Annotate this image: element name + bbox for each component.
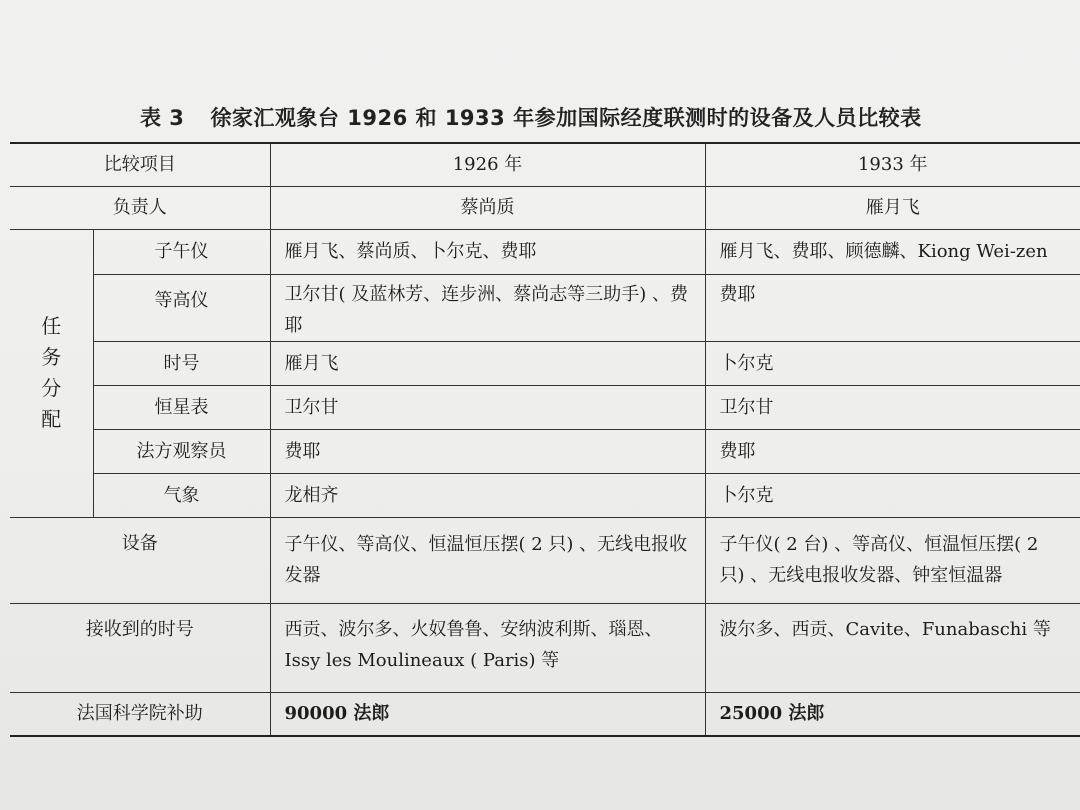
header-item-cell: 比较项目 <box>10 143 270 186</box>
subsidy-1933: 25000 法郎 <box>705 692 1080 736</box>
task-label: 气象 <box>93 473 270 517</box>
task-1926: 雁月飞 <box>270 341 705 385</box>
task-1933: 费耶 <box>705 429 1080 473</box>
task-1926: 卫尔甘 <box>270 385 705 429</box>
table-number: 表 3 <box>140 106 185 130</box>
task-group-char: 配 <box>41 407 62 431</box>
equipment-row <box>10 517 1080 603</box>
leader-1933: 雁月飞 <box>705 186 1080 229</box>
task-row-star-catalog <box>10 385 1080 429</box>
leader-row <box>10 186 1080 229</box>
task-row-meteorology <box>10 473 1080 517</box>
task-1933: 卜尔克 <box>705 473 1080 517</box>
header-1933-cell: 1933 年 <box>705 143 1080 186</box>
equipment-label: 设备 <box>10 517 270 603</box>
task-1933: 费耶 <box>705 274 1080 341</box>
task-label: 等高仪 <box>93 274 270 341</box>
equipment-1933: 子午仪( 2 台) 、等高仪、恒温恒压摆( 2 只) 、无线电报收发器、钟室恒温器 <box>705 517 1080 603</box>
subsidy-label: 法国科学院补助 <box>10 692 270 736</box>
comparison-table <box>10 142 1080 737</box>
task-1926: 卫尔甘( 及蓝林芳、连步洲、蔡尚志等三助手) 、费耶 <box>270 274 705 341</box>
header-row <box>10 143 1080 186</box>
task-label: 恒星表 <box>93 385 270 429</box>
task-1933: 雁月飞、费耶、顾德麟、Kiong Wei-zen <box>705 229 1080 274</box>
time-signal-label: 接收到的时号 <box>10 603 270 692</box>
table-caption <box>140 102 1000 132</box>
task-label: 时号 <box>93 341 270 385</box>
task-row-french-observer <box>10 429 1080 473</box>
subsidy-row <box>10 692 1080 736</box>
time-signal-row <box>10 603 1080 692</box>
task-1926: 龙相齐 <box>270 473 705 517</box>
subsidy-1926: 90000 法郎 <box>270 692 705 736</box>
task-row-meridian <box>10 229 1080 274</box>
task-1926: 雁月飞、蔡尚质、卜尔克、费耶 <box>270 229 705 274</box>
time-signal-1926: 西贡、波尔多、火奴鲁鲁、安纳波利斯、瑙恩、Issy les Moulineaux ( Paris) 等 <box>270 603 705 692</box>
header-1926-cell: 1926 年 <box>270 143 705 186</box>
time-signal-1933: 波尔多、西贡、Cavite、Funabaschi 等 <box>705 603 1080 692</box>
task-group-char: 务 <box>41 345 62 369</box>
task-1926: 费耶 <box>270 429 705 473</box>
task-group-char: 任 <box>41 314 62 338</box>
task-row-astrolabe <box>10 274 1080 341</box>
task-1933: 卫尔甘 <box>705 385 1080 429</box>
table-title: 徐家汇观象台 1926 和 1933 年参加国际经度联测时的设备及人员比较表 <box>210 106 922 130</box>
leader-1926: 蔡尚质 <box>270 186 705 229</box>
leader-label: 负责人 <box>10 186 270 229</box>
task-group-char: 分 <box>41 376 62 400</box>
task-label: 子午仪 <box>93 229 270 274</box>
task-group-label <box>10 229 93 517</box>
task-1933: 卜尔克 <box>705 341 1080 385</box>
task-label: 法方观察员 <box>93 429 270 473</box>
equipment-1926: 子午仪、等高仪、恒温恒压摆( 2 只) 、无线电报收发器 <box>270 517 705 603</box>
task-row-time-signal <box>10 341 1080 385</box>
